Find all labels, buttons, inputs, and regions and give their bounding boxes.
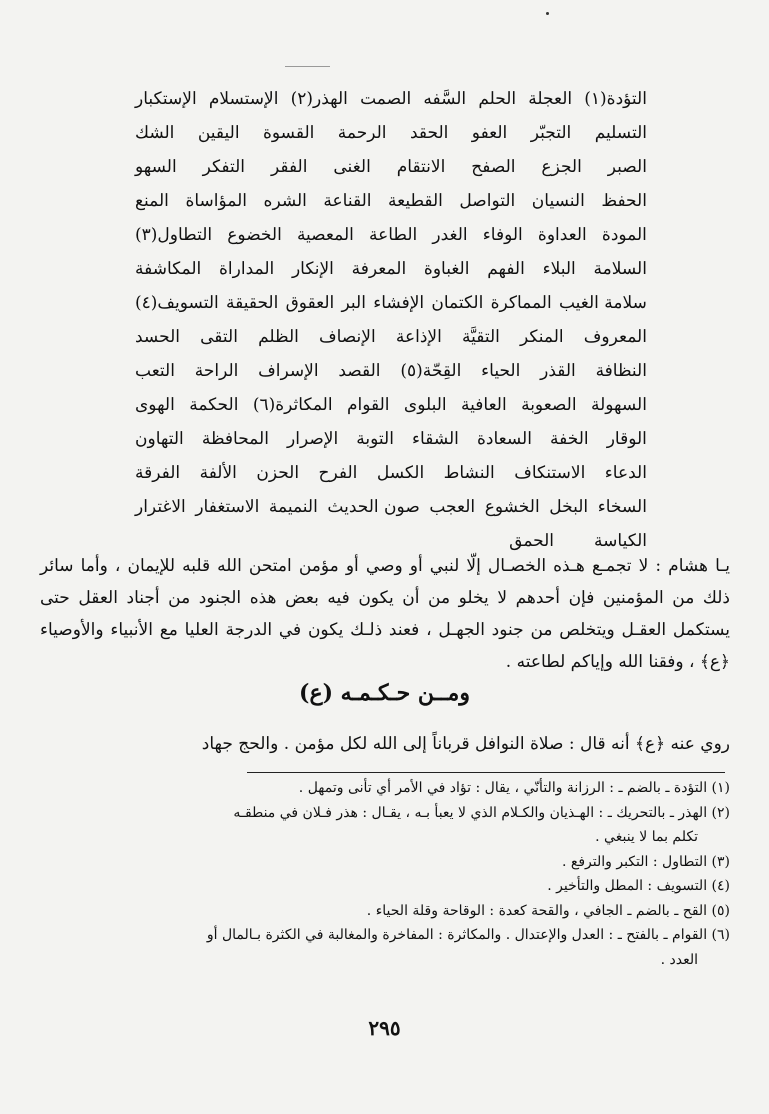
table-cell: الحكمة <box>189 395 239 415</box>
table-cell: الإنكار <box>291 259 334 279</box>
table-cell: العداوة <box>537 225 587 245</box>
table-cell: البلاء <box>542 259 576 279</box>
table-cell: الهذر(٢) <box>290 89 348 109</box>
table-cell: التؤدة(١) <box>584 89 647 109</box>
table-cell: المداراة <box>219 259 275 279</box>
table-row <box>135 150 647 184</box>
table-cell: الوقار <box>606 429 647 449</box>
footnote-continuation: تكلم بما لا ينبغي . <box>595 829 698 845</box>
table-row <box>135 82 647 116</box>
table-cell: السهولة <box>590 395 647 415</box>
table-cell: سلامة الغيب <box>558 293 647 313</box>
table-cell: الإذاعة <box>395 327 442 347</box>
footnote: (٢) الهذر ـ بالتحريك ـ : الهـذيان والكـلام الذي لا يعبأ بـه ، يقـال : هذر فـلان في منطقـه <box>233 804 730 821</box>
table-cell: التعب <box>135 361 175 381</box>
table-cell: التفكر <box>202 157 246 177</box>
table-cell: المعروف <box>583 327 647 347</box>
table-row <box>135 354 647 388</box>
body-paragraph: يـا هشام : لا تجمـع هـذه الخصـال إلّا لنبي أو وصي أو مؤمن امتحن الله قلبه للإيمان ، وأما سائر ذلك من المؤمنين فإن أحدهم لا يخلو من أن يكون فيه بعض هذه الجنود من أجناد العقل حتى يستكمل العقـل ويتخلص من جنود الجهـل ، فعند ذلـك يكون في الدرجة العليا مع الأنبياء والأوصياء ﴿ع﴾ ، وفقنا الله وإياكم لطاعته . <box>40 556 730 672</box>
table-cell: الإصرار <box>287 429 339 449</box>
table-cell: النشاط <box>443 463 495 483</box>
table-cell: البر <box>341 293 366 313</box>
table-cell: الإفشاء <box>373 293 425 313</box>
top-mark <box>285 66 330 67</box>
table-cell: الانتقام <box>396 157 446 177</box>
table-cell: اليقين <box>197 123 240 143</box>
table-cell: الصفح <box>471 157 516 177</box>
table-cell: الحقد <box>409 123 449 143</box>
table-cell: الهوى <box>135 395 175 415</box>
table-cell: الفقر <box>270 157 308 177</box>
table-cell: الدعاء <box>604 463 647 483</box>
table-cell: القذر <box>540 361 576 381</box>
table-row <box>135 388 647 422</box>
table-cell: الكسل <box>376 463 425 483</box>
table-cell: القوام <box>346 395 390 415</box>
table-cell: التقيَّة <box>461 327 500 347</box>
table-cell: القسوة <box>262 123 315 143</box>
footnote: (٥) القح ـ بالضم ـ الجافي ، والقحة كعدة : الوقاحة وقلة الحياء . <box>366 902 730 919</box>
table-cell: الجزع <box>541 157 582 177</box>
table-cell: الحلم <box>478 89 517 109</box>
table-cell: العجلة <box>528 89 573 109</box>
table-cell: الإنصاف <box>319 327 376 347</box>
table-cell: النسيان <box>531 191 585 211</box>
table-row <box>135 116 647 150</box>
table-cell: الراحة <box>194 361 239 381</box>
page-dot <box>546 12 549 15</box>
table-cell: القطيعة <box>388 191 443 211</box>
table-cell: المودة <box>601 225 647 245</box>
table-cell: الخضوع <box>227 225 282 245</box>
table-cell: القِحّة(٥) <box>400 361 462 381</box>
table-cell: الظلم <box>258 327 299 347</box>
table-cell: المحافظة <box>201 429 269 449</box>
table-cell: القصد <box>338 361 381 381</box>
table-cell: السلامة <box>593 259 647 279</box>
page-number: ٢٩٥ <box>368 1016 401 1040</box>
table-cell: العافية <box>461 395 507 415</box>
table-cell: الفرح <box>318 463 358 483</box>
table-cell: البلوى <box>403 395 447 415</box>
table-cell: الشك <box>135 123 175 143</box>
footnote: (٣) التطاول : التكبر والترفع . <box>561 853 730 870</box>
table-row <box>135 320 647 354</box>
table-cell: الخفة <box>550 429 589 449</box>
table-cell: الحزن <box>256 463 300 483</box>
footnote-continuation: العدد . <box>660 951 698 968</box>
table-cell: التواصل <box>459 191 516 211</box>
table-cell: السَّفه <box>423 89 467 109</box>
footnote: (٦) القوام ـ بالفتح ـ : العدل والإعتدال . والمكاثرة : المفاخرة والمغالبة في الكثرة بـالمال أو <box>206 927 730 943</box>
table-cell: الصعوبة <box>521 395 577 415</box>
table-cell: الحسد <box>135 327 180 347</box>
table-cell: الحفظ <box>601 191 647 211</box>
table-cell: الفرقة <box>135 463 181 483</box>
table-row <box>135 184 647 218</box>
table-cell: المنكر <box>520 327 564 347</box>
table-cell: النظافة <box>595 361 647 381</box>
table-cell: الكتمان <box>431 293 484 313</box>
table-cell: الرحمة <box>337 123 387 143</box>
table-cell: الغدر <box>432 225 468 245</box>
table-cell: المكاثرة(٦) <box>252 395 333 415</box>
table-cell: صون الحديث <box>327 497 420 517</box>
table-cell: السخاء <box>597 497 647 517</box>
table-cell: المنع <box>135 191 169 211</box>
footnotes <box>40 776 730 972</box>
table-cell: المعصية <box>296 225 354 245</box>
table-cell: الصبر <box>607 157 647 177</box>
table-cell: التهاون <box>135 429 184 449</box>
table-cell: التطاول(٣) <box>135 225 213 245</box>
table-row <box>135 490 647 524</box>
table-cell: النميمة <box>268 497 318 517</box>
section-heading: ومــن حـكـمـه (ع) <box>299 680 470 706</box>
footnote-rule <box>247 772 725 773</box>
table-cell: المكاشفة <box>135 259 202 279</box>
table-cell: الحياء <box>481 361 521 381</box>
table-cell: الاستنكاف <box>514 463 586 483</box>
table-cell: السهو <box>135 157 177 177</box>
table-cell: الحمق <box>509 531 555 551</box>
table-cell: العفو <box>471 123 508 143</box>
table-cell: الكياسة <box>594 531 647 551</box>
footnote: (٤) التسويف : المطل والتأخير . <box>547 878 730 894</box>
table-cell: العقوق <box>285 293 335 313</box>
table-cell: البخل <box>549 497 589 517</box>
table-cell: العجب <box>429 497 476 517</box>
table-cell: المعرفة <box>351 259 407 279</box>
table-cell: المماكرة <box>490 293 552 313</box>
table-cell: التوبة <box>356 429 394 449</box>
table-cell: الشره <box>263 191 307 211</box>
table-row <box>135 252 647 286</box>
table-row <box>135 218 647 252</box>
table-cell: التسليم <box>594 123 647 143</box>
table-cell: الوفاء <box>482 225 523 245</box>
table-cell: الحقيقة <box>226 293 279 313</box>
table-row <box>135 456 647 490</box>
table-cell: التسويف(٤) <box>135 293 219 313</box>
hadith-line: روي عنه ﴿ع﴾ أنه قال : صلاة النوافل قرباناً إلى الله لكل مؤمن . والحج جهاد <box>201 734 730 754</box>
table-cell: الصمت <box>360 89 412 109</box>
table-cell: الغنى <box>333 157 371 177</box>
table-cell: الإستكبار <box>135 89 197 109</box>
table-cell: القناعة <box>323 191 372 211</box>
table-cell: السعادة <box>476 429 532 449</box>
footnote: (١) التؤدة ـ بالضم ـ : الرزانة والتأنّي ، يقال : تؤاد في الأمر أي تأنى وتمهل . <box>298 780 730 796</box>
table-cell: الإستسلام <box>208 89 279 109</box>
table-cell: الشقاء <box>412 429 459 449</box>
table-cell: الإسراف <box>258 361 319 381</box>
table-cell: الطاعة <box>368 225 418 245</box>
table-cell: الخشوع <box>484 497 540 517</box>
virtues-table <box>135 82 647 558</box>
table-cell: الاغترار <box>135 497 186 517</box>
table-cell: الغباوة <box>423 259 470 279</box>
table-cell: الألفة <box>199 463 237 483</box>
table-row <box>135 422 647 456</box>
table-cell: الفهم <box>487 259 525 279</box>
table-cell: التقى <box>200 327 238 347</box>
table-cell: المؤاساة <box>185 191 248 211</box>
table-cell: الاستغفار <box>195 497 260 517</box>
table-cell: التجبّر <box>530 123 572 143</box>
table-row <box>135 286 647 320</box>
